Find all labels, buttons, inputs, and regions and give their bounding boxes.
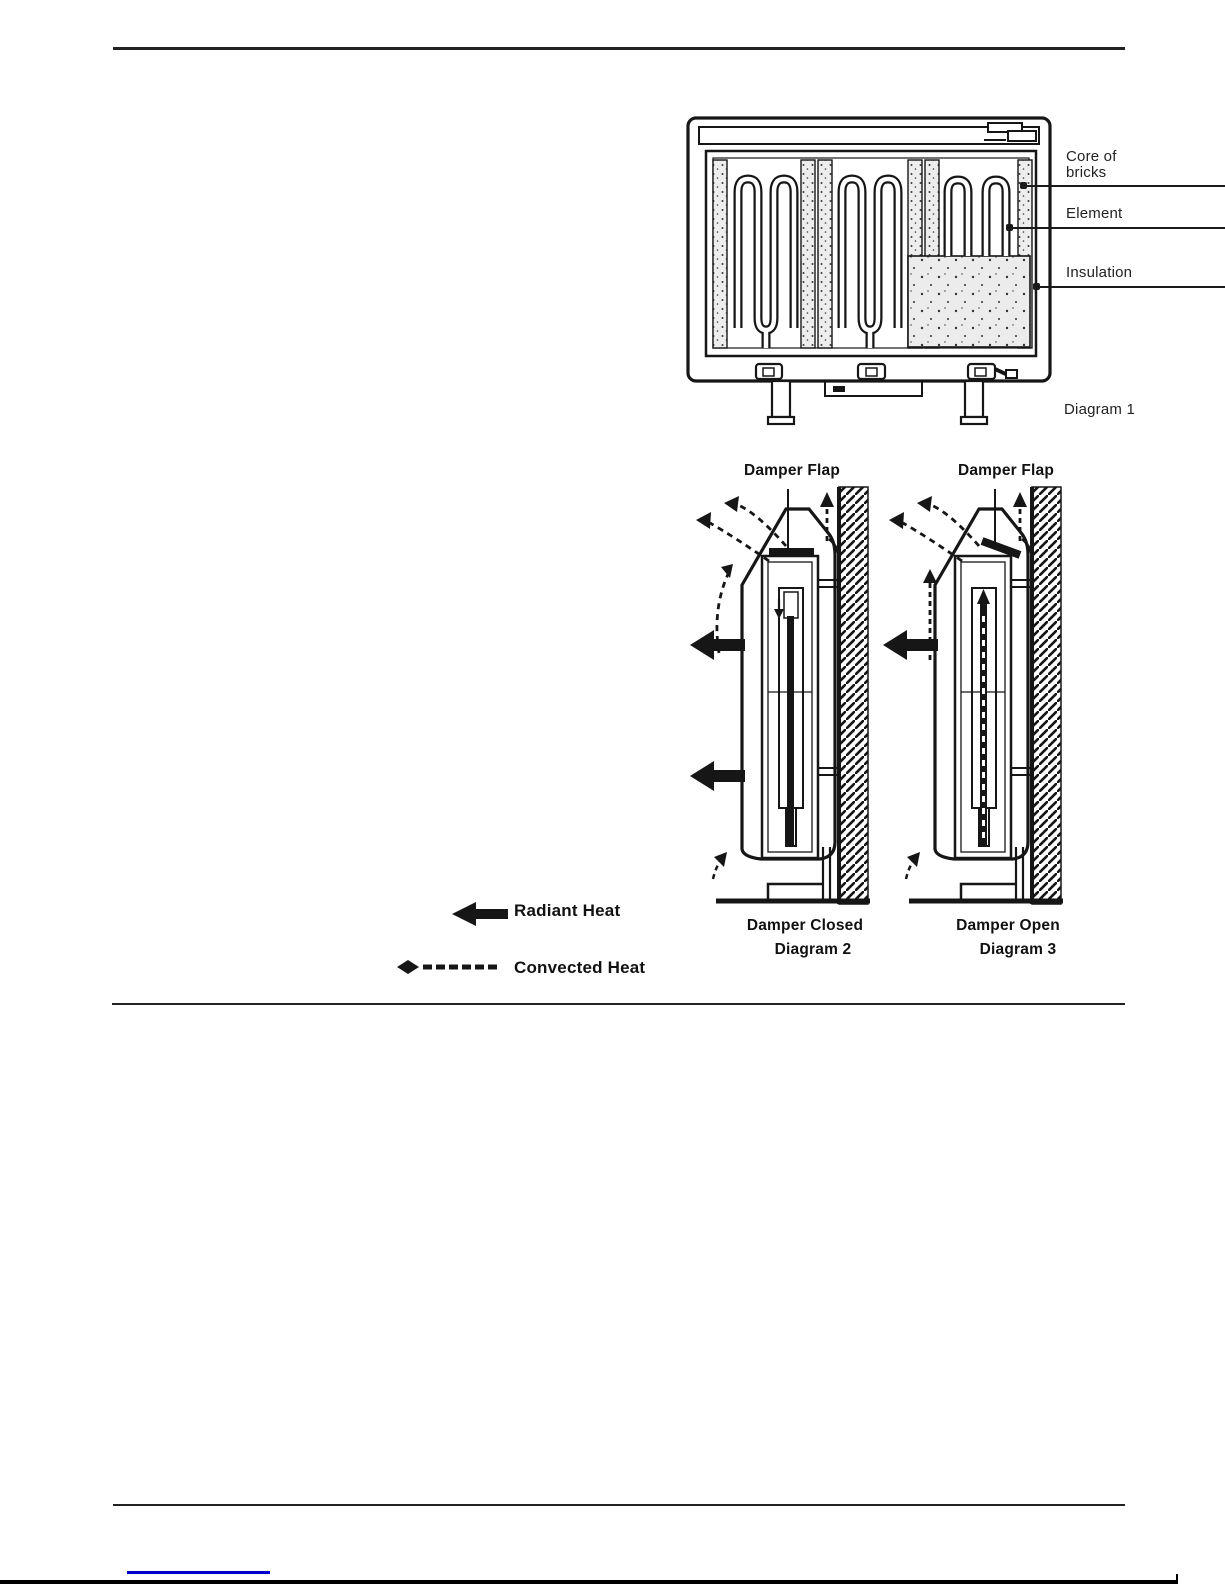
damper-open-diagram — [883, 487, 1063, 904]
damper-closed-diagram — [690, 487, 870, 904]
core-of-bricks-leader-line — [1022, 185, 1225, 187]
radiant-heat-arrow-icon — [452, 901, 510, 927]
radiant-heat-arrow — [690, 761, 745, 791]
diagram2-caption: Diagram 2 — [774, 941, 852, 958]
insulation-label: Insulation — [1066, 264, 1133, 281]
damper-open-label: Damper Open — [956, 917, 1060, 934]
diagram3-caption: Diagram 3 — [979, 941, 1057, 958]
page-bottom-border — [0, 1580, 1178, 1584]
diagram1-caption: Diagram 1 — [1064, 401, 1135, 418]
insulation-block — [908, 256, 1030, 347]
top-rule — [113, 47, 1125, 50]
damper-flap-label-right: Damper Flap — [957, 462, 1055, 479]
storage-heater-cutaway-diagram — [686, 112, 1054, 432]
element-label: Element — [1066, 205, 1123, 222]
radiant-heat-legend-label: Radiant Heat — [514, 901, 621, 920]
damper-closed-label: Damper Closed — [746, 917, 864, 934]
convected-heat-legend-label: Convected Heat — [514, 958, 646, 977]
insulation-leader-line — [1035, 286, 1225, 288]
core-of-bricks-label: Core of bricks — [1066, 148, 1117, 181]
damper-side-view-diagrams — [680, 483, 1080, 911]
damper-flap-label-left: Damper Flap — [743, 462, 841, 479]
element-leader-line — [1008, 227, 1225, 229]
convected-heat-arrow-icon — [396, 957, 504, 977]
footer-rule — [113, 1504, 1125, 1506]
heater-top-grille — [699, 123, 1039, 144]
heater-legs — [768, 381, 987, 424]
section-divider-rule — [112, 1003, 1125, 1005]
damper-flap-closed — [769, 548, 814, 556]
page-bottom-border-tick — [1176, 1574, 1178, 1581]
footer-link[interactable] — [127, 1571, 270, 1574]
